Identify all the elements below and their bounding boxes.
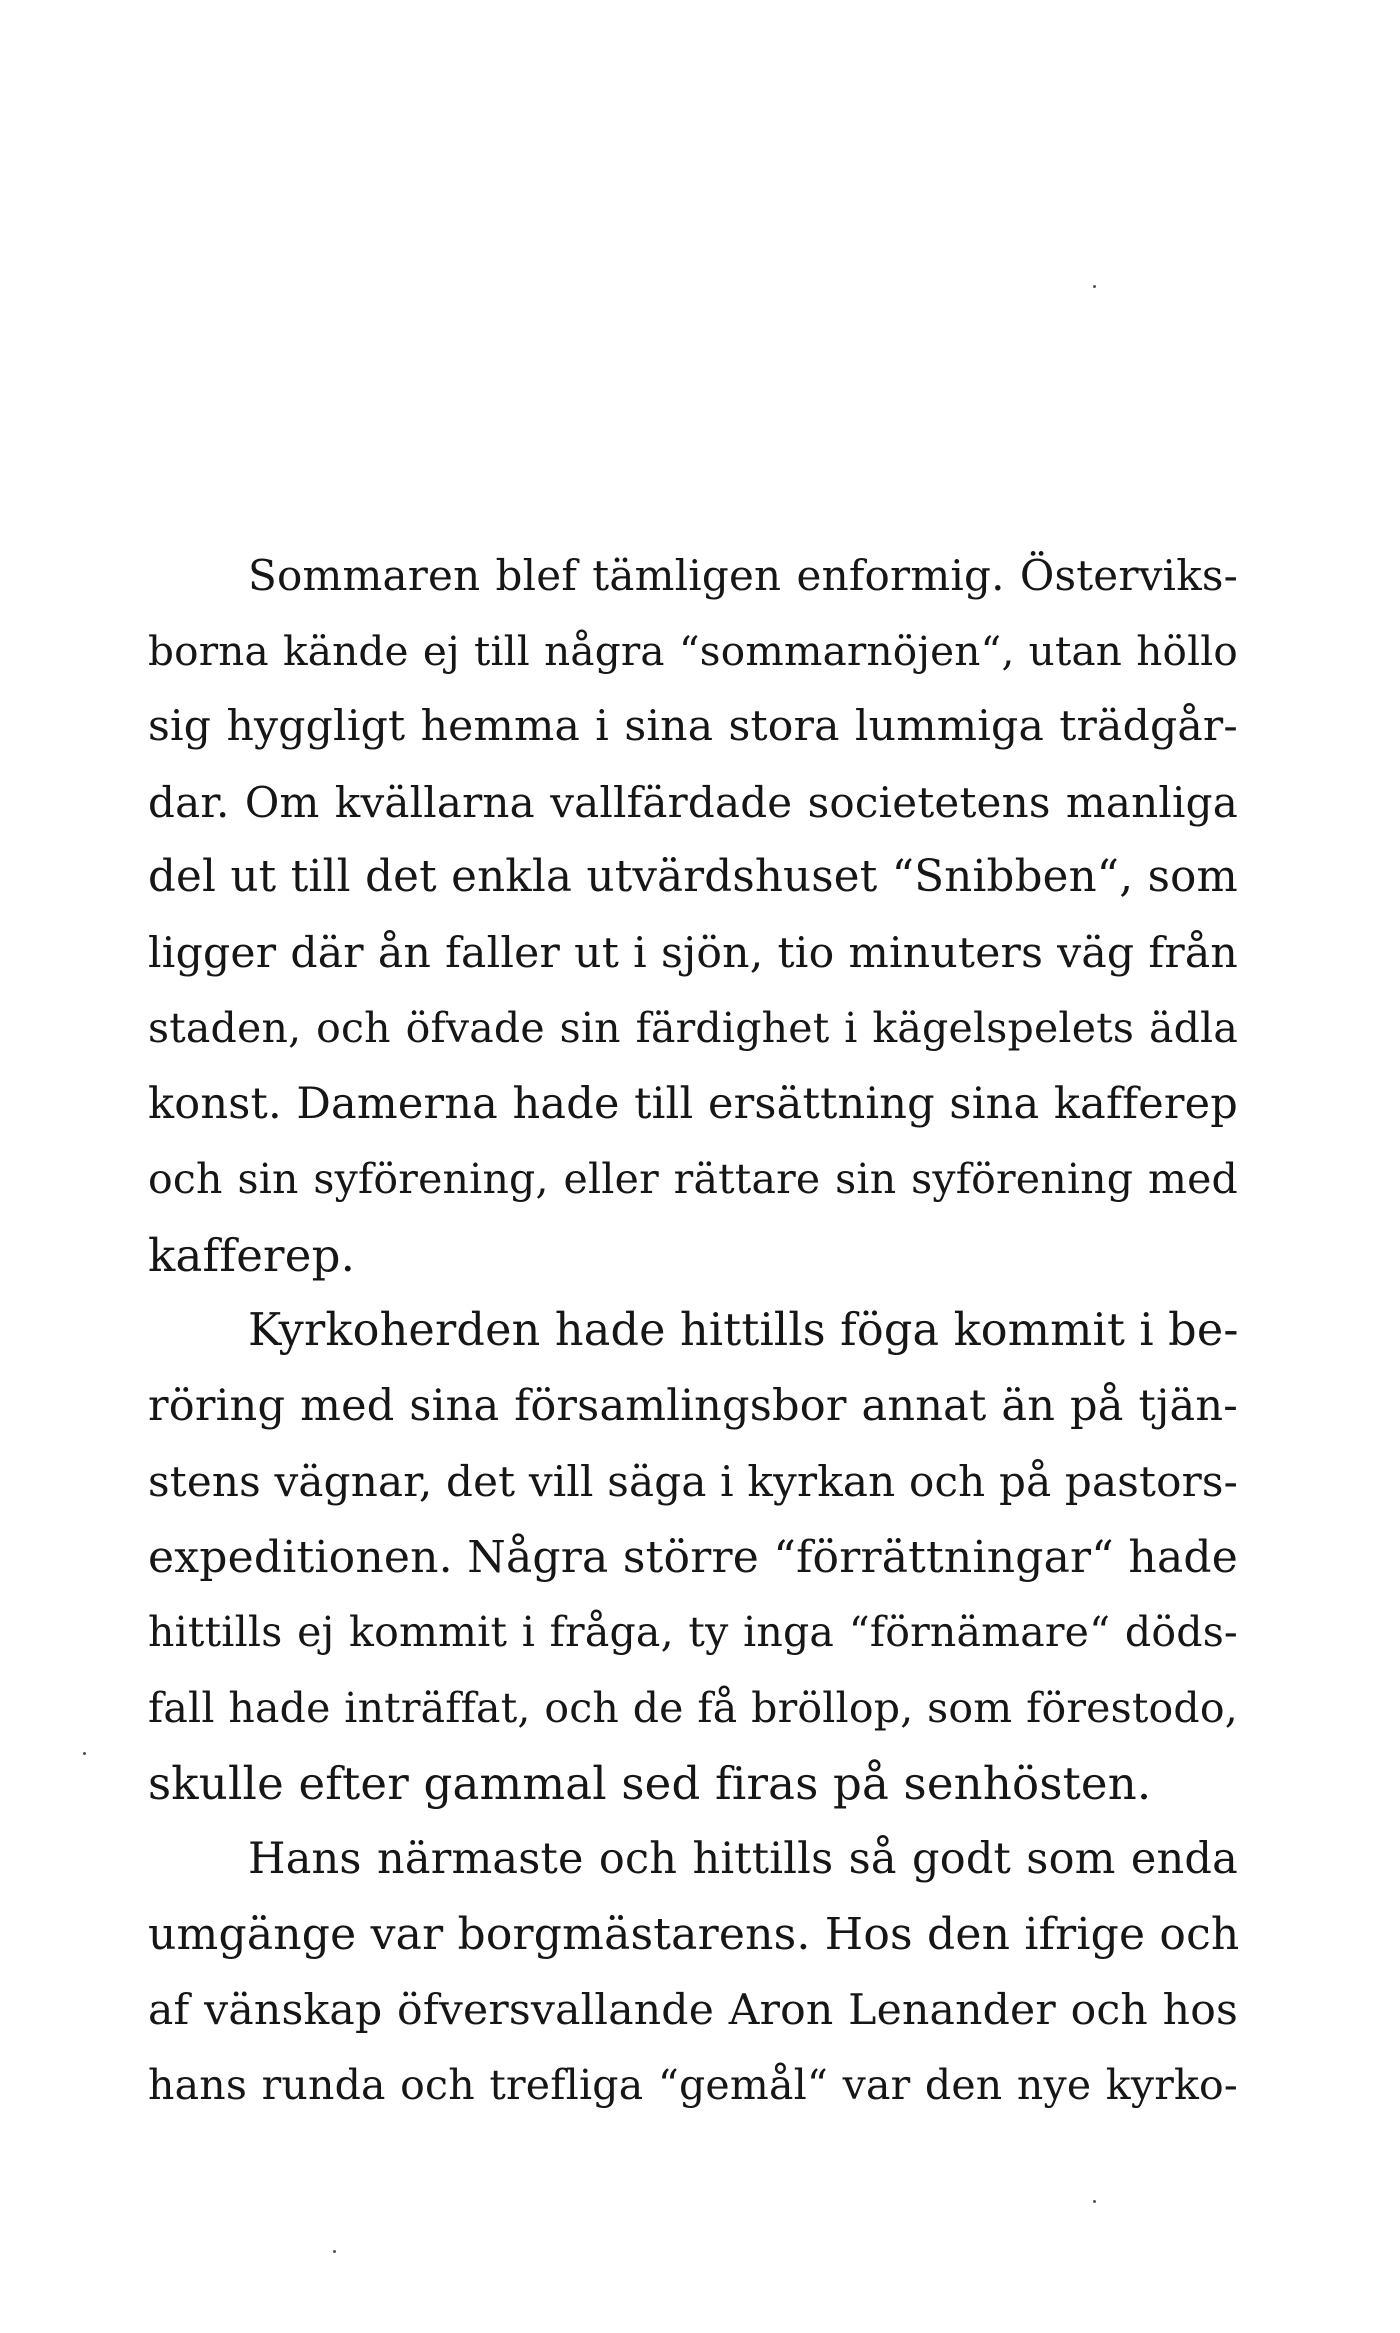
text-line: stens vägnar, det vill säga i kyrkan och på pastors- xyxy=(148,1457,1238,1506)
text-line: sig hyggligt hemma i sina stora lummiga trädgår- xyxy=(148,702,1238,751)
text-line: ligger där ån faller ut i sjön, tio minuters väg från xyxy=(148,928,1238,978)
body-text xyxy=(148,538,1238,2124)
text-line: staden, och öfvade sin färdighet i kägelspelets ädla xyxy=(148,1004,1238,1052)
text-line: kafferep. xyxy=(148,1228,356,1282)
text-line: konst. Damerna hade till ersättning sina kafferep xyxy=(148,1078,1238,1129)
text-line: expeditionen. Några större “förrättningar“ hade xyxy=(148,1531,1238,1583)
paper-speck xyxy=(1093,2200,1096,2203)
text-line: Sommaren blef tämligen enformig. Österviks- xyxy=(248,551,1238,600)
paragraph xyxy=(148,538,1238,1293)
text-line: hittills ej kommit i fråga, ty inga “förnämare“ döds- xyxy=(148,1608,1238,1656)
paper-speck xyxy=(333,2250,336,2253)
paragraph xyxy=(148,1822,1238,2124)
text-line: fall hade inträffat, och de få bröllop, som förestodo, xyxy=(148,1683,1238,1732)
text-line: och sin syförening, eller rättare sin syförening med xyxy=(148,1155,1238,1203)
text-line: skulle efter gammal sed firas på senhösten. xyxy=(148,1757,1152,1810)
text-line: Hans närmaste och hittills så godt som enda xyxy=(248,1833,1238,1884)
text-line: umgänge var borgmästarens. Hos den ifrige och xyxy=(148,1909,1240,1960)
text-line: Kyrkoherden hade hittills föga kommit i be- xyxy=(248,1305,1239,1356)
paper-speck xyxy=(83,1752,86,1755)
text-line: hans runda och trefliga “gemål“ var den nye kyrko- xyxy=(148,2061,1238,2109)
text-line: dar. Om kvällarna vallfärdade societetens manliga xyxy=(148,777,1238,827)
paper-speck xyxy=(1093,285,1096,288)
text-line: del ut till det enkla utvärdshuset “Snibben“, som xyxy=(148,852,1238,902)
text-line: röring med sina församlingsbor annat än på tjän- xyxy=(148,1380,1238,1431)
paragraph xyxy=(148,1293,1238,1822)
text-line: af vänskap öfversvallande Aron Lenander och hos xyxy=(148,1985,1238,2035)
text-line: borna kände ej till några “sommarnöjen“, utan höllo xyxy=(148,626,1238,675)
